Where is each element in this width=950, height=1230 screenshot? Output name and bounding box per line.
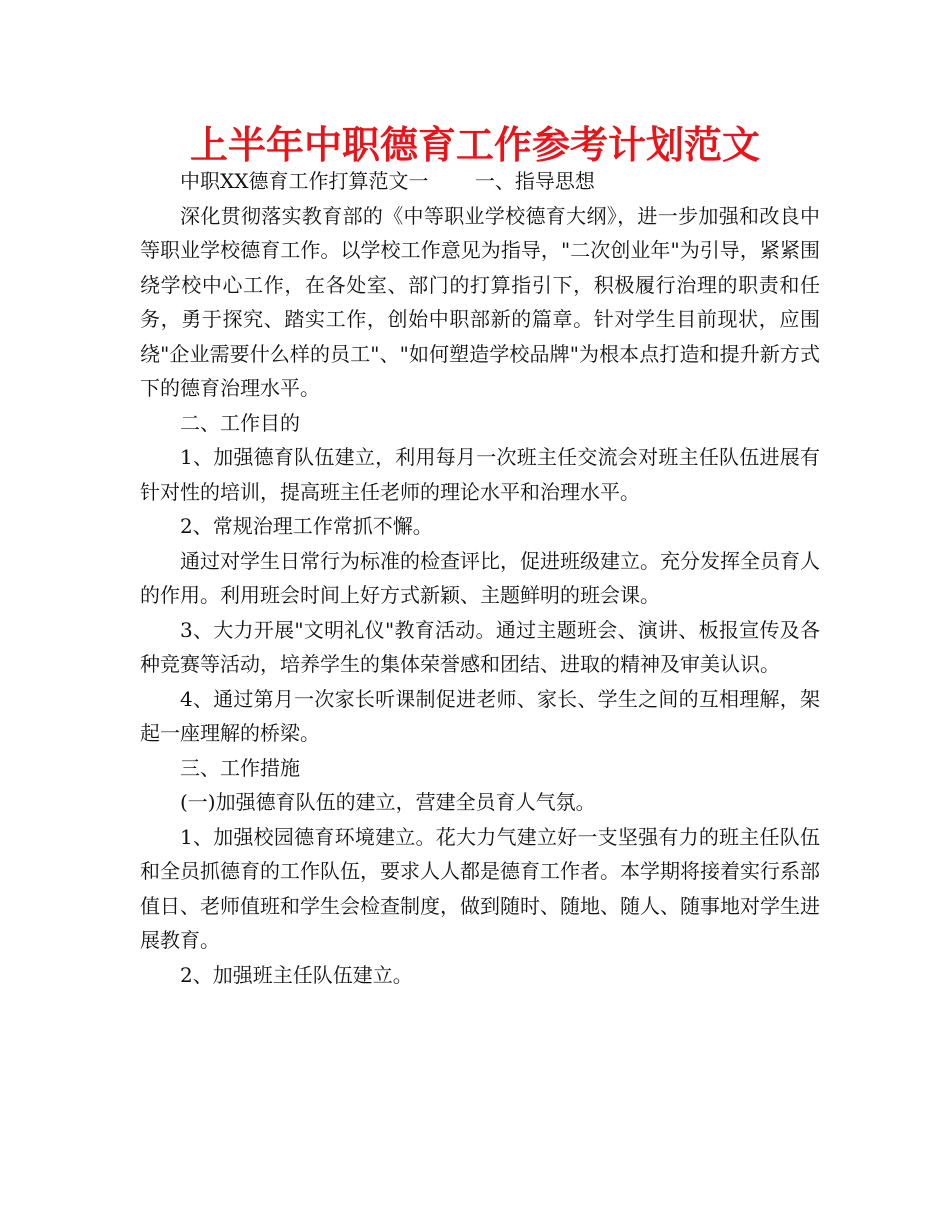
document-body — [140, 164, 820, 992]
paragraph-measure-sub-1: (一)加强德育队伍的建立，营建全员育人气氛。 — [180, 790, 596, 814]
paragraph-goal-2-detail: 通过对学生日常行为标准的检查评比，促进班级建立。充分发挥全员育人的作用。利用班会时间上好方式新颖、主题鲜明的班会课。 — [140, 548, 820, 607]
intro-line: 中职XX德育工作打算范文一 一、指导思想 — [180, 169, 595, 193]
paragraph-goal-1: 1、加强德育队伍建立，利用每月一次班主任交流会对班主任队伍进展有针对性的培训，提高班主任老师的理论水平和治理水平。 — [140, 445, 820, 504]
paragraph-guiding-thought: 深化贯彻落实教育部的《中等职业学校德育大纲》，进一步加强和改良中等职业学校德育工作。以学校工作意见为指导，"二次创业年"为引导，紧紧围绕学校中心工作，在各处室、部门的打算指引下，积极履行治理的职责和任务，勇于探究、踏实工作，创始中职部新的篇章。针对学生目前现状，应围绕"企业需要什么样的员工"、"如何塑造学校品牌"为根本点打造和提升新方式下的德育治理水平。 — [140, 203, 820, 400]
paragraph-goal-4: 4、通过第月一次家长听课制促进老师、家长、学生之间的互相理解，架起一座理解的桥梁。 — [140, 686, 820, 745]
paragraph-goal-3: 3、大力开展"文明礼仪"教育活动。通过主题班会、演讲、板报宣传及各种竞赛等活动，培养学生的集体荣誉感和团结、进取的精神及审美认识。 — [140, 617, 820, 676]
section-heading-measures: 三、工作措施 — [180, 755, 300, 780]
paragraph-measure-1: 1、加强校园德育环境建立。花大力气建立好一支坚强有力的班主任队伍和全员抓德育的工作队伍，要求人人都是德育工作者。本学期将接着实行系部值日、老师值班和学生会检查制度，做到随时、随地、随人、随事地对学生进展教育。 — [140, 824, 820, 952]
paragraph-measure-2: 2、加强班主任队伍建立。 — [180, 962, 413, 987]
section-heading-goals: 二、工作目的 — [180, 410, 300, 435]
paragraph-goal-2: 2、常规治理工作常抓不懈。 — [180, 514, 433, 538]
document-title: 上半年中职德育工作参考计划范文 — [189, 123, 760, 167]
